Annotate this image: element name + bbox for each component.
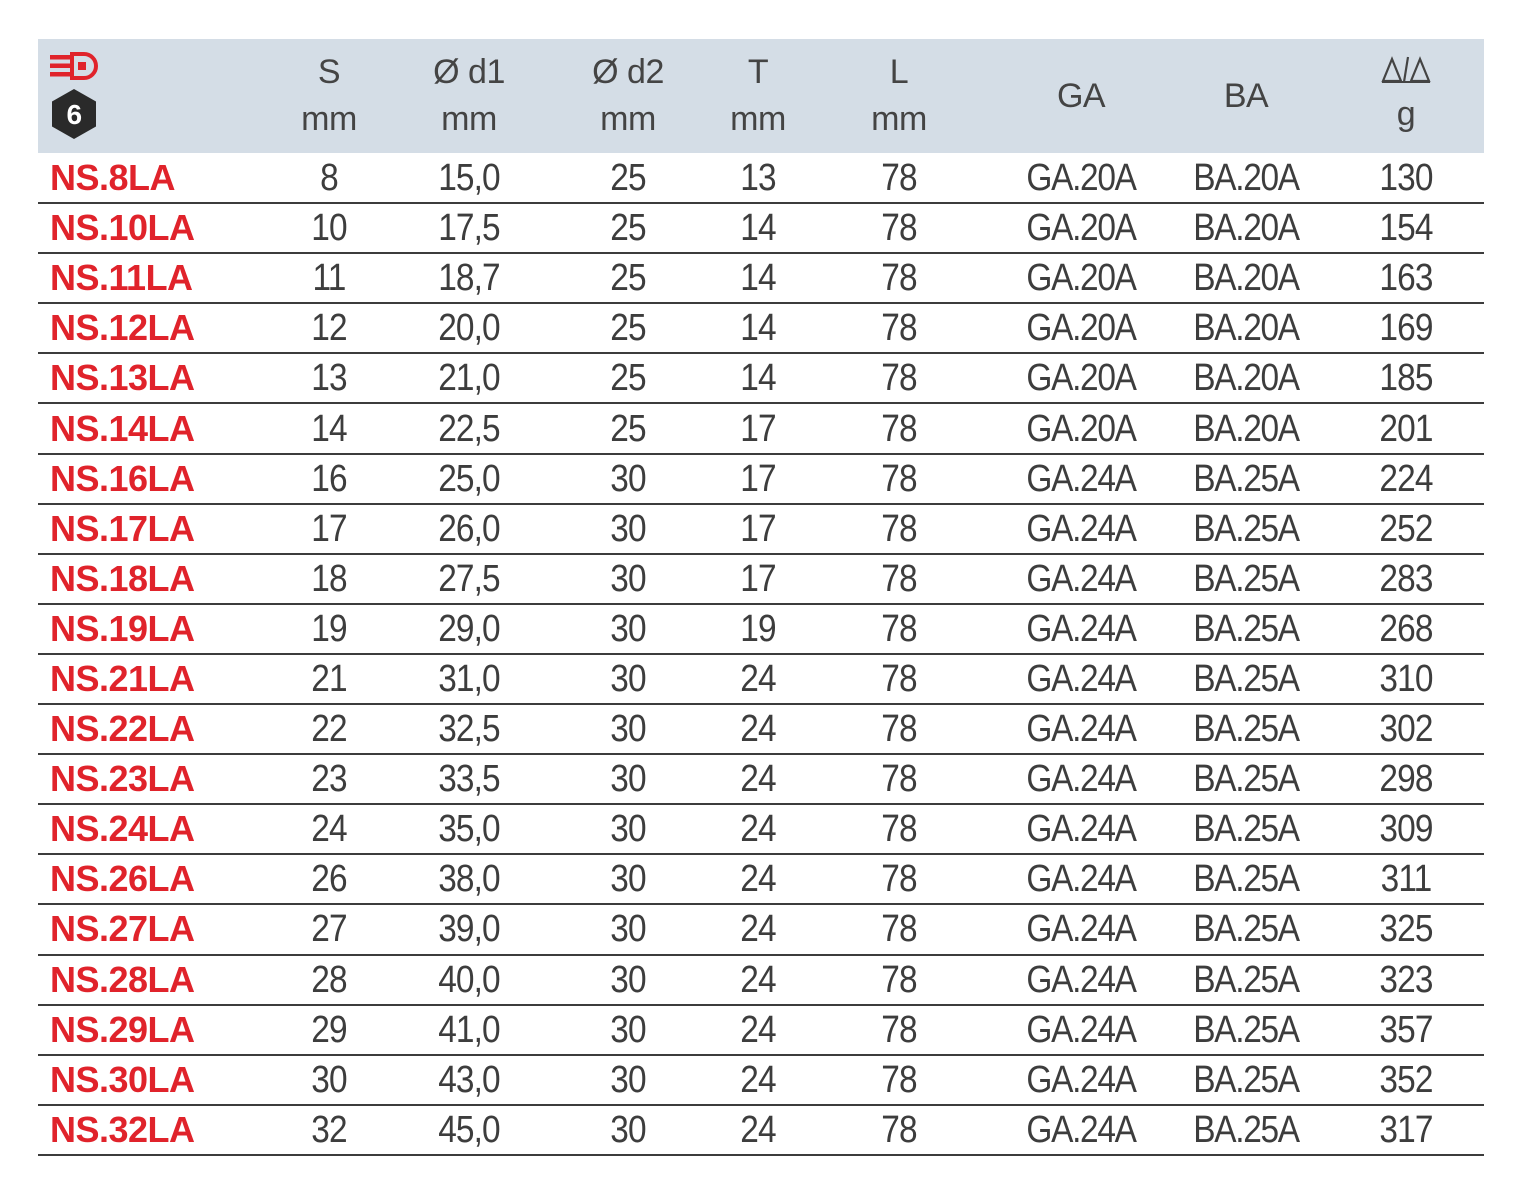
table-row (38, 654, 1484, 704)
cell-weight: 352 (1379, 1058, 1433, 1101)
cell-weight: 357 (1379, 1008, 1433, 1051)
cell-d2: 30 (610, 657, 646, 700)
table-header-row (38, 39, 1484, 153)
table-row (38, 854, 1484, 904)
table-body (38, 153, 1484, 1155)
cell-weight: 130 (1379, 156, 1433, 199)
cell-t: 24 (740, 758, 776, 801)
cell-d1: 26,0 (438, 507, 500, 550)
cell-d1: 32,5 (438, 708, 500, 751)
cell-ba: BA.25A (1193, 958, 1299, 1001)
header-l (800, 39, 998, 153)
cell-t: 17 (740, 407, 776, 450)
cell-d1: 25,0 (438, 457, 500, 500)
cell-t: 24 (740, 808, 776, 851)
cell-l: 78 (881, 156, 917, 199)
cell-t: 24 (740, 908, 776, 951)
table-row (38, 904, 1484, 954)
cell-l: 78 (881, 407, 917, 450)
cell-l: 78 (881, 557, 917, 600)
cell-d1: 38,0 (438, 858, 500, 901)
cell-d2: 30 (610, 958, 646, 1001)
cell-t: 24 (740, 1058, 776, 1101)
table-row (38, 303, 1484, 353)
cell-s: 10 (311, 207, 347, 250)
cell-weight: 268 (1379, 607, 1433, 650)
product-reference: NS.23LA (50, 758, 195, 800)
cell-d2: 25 (610, 257, 646, 300)
cell-t: 17 (740, 557, 776, 600)
cell-ga: GA.24A (1026, 607, 1136, 650)
cell-d1: 22,5 (438, 407, 500, 450)
cell-l: 78 (881, 307, 917, 350)
cell-ba: BA.20A (1193, 357, 1299, 400)
cell-d1: 15,0 (438, 156, 500, 199)
hex-badge-number: 6 (66, 99, 82, 130)
cell-s: 26 (311, 858, 347, 901)
cell-t: 14 (740, 207, 776, 250)
cell-ga: GA.24A (1026, 557, 1136, 600)
cell-s: 11 (312, 257, 346, 300)
cell-ba: BA.20A (1193, 307, 1299, 350)
header-d2 (540, 39, 716, 153)
cell-ba: BA.25A (1193, 1008, 1299, 1051)
cell-d2: 30 (610, 1058, 646, 1101)
table-row (38, 554, 1484, 604)
header-l-unit: mm (871, 100, 927, 138)
cell-s: 22 (311, 708, 347, 751)
cell-ba: BA.25A (1193, 507, 1299, 550)
table-row (38, 253, 1484, 303)
cell-ba: BA.20A (1193, 407, 1299, 450)
cell-weight: 185 (1379, 357, 1433, 400)
cell-t: 14 (740, 257, 776, 300)
cell-t: 24 (740, 657, 776, 700)
cell-s: 23 (311, 758, 347, 801)
table-row (38, 1105, 1484, 1155)
header-d1-unit: mm (441, 100, 497, 138)
header-t-unit: mm (730, 100, 786, 138)
cell-ga: GA.24A (1026, 1058, 1136, 1101)
cell-weight: 154 (1379, 207, 1433, 250)
cell-s: 18 (311, 557, 347, 600)
cell-d2: 30 (610, 808, 646, 851)
product-reference: NS.22LA (50, 708, 195, 750)
cell-d1: 45,0 (438, 1108, 500, 1151)
cell-d2: 30 (610, 1008, 646, 1051)
header-weight (1328, 39, 1484, 153)
cell-weight: 311 (1380, 858, 1432, 901)
header-d1 (398, 39, 540, 153)
table-row (38, 754, 1484, 804)
cell-d1: 31,0 (438, 657, 500, 700)
product-reference: NS.24LA (50, 808, 195, 850)
cell-l: 78 (881, 507, 917, 550)
cell-d1: 18,7 (438, 257, 500, 300)
cell-s: 28 (311, 958, 347, 1001)
cell-ba: BA.25A (1193, 858, 1299, 901)
cell-l: 78 (881, 758, 917, 801)
cell-ga: GA.20A (1026, 357, 1136, 400)
product-reference: NS.14LA (50, 407, 195, 449)
cell-s: 24 (311, 808, 347, 851)
cell-ba: BA.25A (1193, 657, 1299, 700)
hexagon-6-point-icon (50, 88, 98, 140)
product-reference: NS.32LA (50, 1108, 195, 1150)
cell-weight: 252 (1379, 507, 1433, 550)
cell-ba: BA.25A (1193, 1058, 1299, 1101)
table-row (38, 403, 1484, 453)
cell-weight: 298 (1379, 758, 1433, 801)
header-d1-label: Ø d1 (433, 53, 505, 91)
cell-s: 21 (311, 657, 347, 700)
cell-weight: 224 (1379, 457, 1433, 500)
product-reference: NS.26LA (50, 858, 195, 900)
product-reference: NS.21LA (50, 657, 195, 699)
cell-ba: BA.25A (1193, 607, 1299, 650)
cell-d2: 25 (610, 407, 646, 450)
cell-t: 24 (740, 958, 776, 1001)
cell-ba: BA.25A (1193, 758, 1299, 801)
cell-weight: 310 (1379, 657, 1433, 700)
cell-ga: GA.20A (1026, 156, 1136, 199)
cell-t: 17 (740, 507, 776, 550)
table-row (38, 353, 1484, 403)
header-t (716, 39, 800, 153)
cell-ba: BA.25A (1193, 808, 1299, 851)
table-row (38, 504, 1484, 554)
cell-ga: GA.24A (1026, 858, 1136, 901)
cell-s: 29 (311, 1008, 347, 1051)
cell-s: 16 (311, 457, 347, 500)
cell-s: 13 (311, 357, 347, 400)
product-reference: NS.18LA (50, 557, 195, 599)
cell-l: 78 (881, 908, 917, 951)
cell-d2: 30 (610, 758, 646, 801)
cell-t: 24 (740, 1008, 776, 1051)
cell-d2: 30 (610, 457, 646, 500)
cell-ga: GA.24A (1026, 457, 1136, 500)
cell-d2: 30 (610, 708, 646, 751)
cell-l: 78 (881, 1108, 917, 1151)
cell-ba: BA.25A (1193, 1108, 1299, 1151)
cell-l: 78 (881, 657, 917, 700)
header-d2-label: Ø d2 (592, 53, 664, 91)
cell-l: 78 (881, 457, 917, 500)
product-reference: NS.12LA (50, 307, 195, 349)
cell-l: 78 (881, 1058, 917, 1101)
cell-weight: 201 (1379, 407, 1433, 450)
table-row (38, 604, 1484, 654)
table-row (38, 804, 1484, 854)
cell-ba: BA.25A (1193, 557, 1299, 600)
cell-ga: GA.24A (1026, 958, 1136, 1001)
cell-d1: 33,5 (438, 758, 500, 801)
cell-l: 78 (881, 858, 917, 901)
cell-ga: GA.24A (1026, 1008, 1136, 1051)
cell-ga: GA.24A (1026, 808, 1136, 851)
product-reference: NS.28LA (50, 958, 195, 1000)
cell-ba: BA.25A (1193, 908, 1299, 951)
weight-scale-icon (1380, 55, 1432, 85)
cell-t: 19 (740, 607, 776, 650)
cell-d1: 39,0 (438, 908, 500, 951)
product-reference: NS.8LA (50, 156, 176, 198)
cell-ga: GA.24A (1026, 908, 1136, 951)
product-reference: NS.13LA (50, 357, 195, 399)
product-reference: NS.11LA (50, 257, 193, 299)
table-row (38, 704, 1484, 754)
header-s-unit: mm (301, 100, 357, 138)
cell-ga: GA.20A (1026, 307, 1136, 350)
cell-weight: 302 (1379, 708, 1433, 751)
cell-ba: BA.25A (1193, 457, 1299, 500)
socket-spec-table (38, 39, 1484, 1156)
cell-weight: 309 (1379, 808, 1433, 851)
cell-ba: BA.20A (1193, 257, 1299, 300)
table-row (38, 1005, 1484, 1055)
product-reference: NS.27LA (50, 908, 195, 950)
cell-d1: 21,0 (438, 357, 500, 400)
cell-l: 78 (881, 708, 917, 751)
cell-weight: 323 (1379, 958, 1433, 1001)
cell-s: 32 (311, 1108, 347, 1151)
cell-t: 14 (740, 357, 776, 400)
cell-d2: 30 (610, 858, 646, 901)
cell-d2: 30 (610, 507, 646, 550)
cell-s: 17 (311, 507, 347, 550)
header-s (260, 39, 398, 153)
cell-s: 19 (311, 607, 347, 650)
cell-ga: GA.24A (1026, 708, 1136, 751)
product-reference: NS.16LA (50, 457, 195, 499)
table-row (38, 203, 1484, 253)
cell-d1: 41,0 (438, 1008, 500, 1051)
cell-ga: GA.24A (1026, 758, 1136, 801)
cell-l: 78 (881, 257, 917, 300)
header-ba-label: BA (1223, 76, 1269, 115)
cell-d1: 40,0 (438, 958, 500, 1001)
cell-ga: GA.20A (1026, 407, 1136, 450)
table-row (38, 153, 1484, 203)
cell-t: 24 (740, 708, 776, 751)
header-s-label: S (317, 53, 341, 91)
cell-l: 78 (881, 607, 917, 650)
header-ga (998, 39, 1164, 153)
header-ga-label: GA (1056, 76, 1106, 115)
header-reference (38, 39, 260, 153)
cell-weight: 283 (1379, 557, 1433, 600)
cell-s: 8 (320, 156, 338, 199)
cell-l: 78 (881, 1008, 917, 1051)
cell-weight: 317 (1379, 1108, 1433, 1151)
cell-t: 13 (740, 156, 776, 199)
header-d2-unit: mm (600, 100, 656, 138)
cell-ba: BA.25A (1193, 708, 1299, 751)
cell-d1: 17,5 (438, 207, 500, 250)
cell-ga: GA.20A (1026, 257, 1136, 300)
socket-drive-icon (50, 52, 98, 80)
cell-d2: 30 (610, 607, 646, 650)
cell-l: 78 (881, 207, 917, 250)
cell-d1: 43,0 (438, 1058, 500, 1101)
cell-d1: 27,5 (438, 557, 500, 600)
cell-weight: 169 (1379, 307, 1433, 350)
cell-d2: 25 (610, 307, 646, 350)
cell-t: 24 (740, 858, 776, 901)
product-reference: NS.17LA (50, 507, 195, 549)
cell-ga: GA.24A (1026, 657, 1136, 700)
cell-d2: 30 (610, 557, 646, 600)
cell-d2: 30 (610, 908, 646, 951)
product-reference: NS.30LA (50, 1058, 195, 1100)
product-reference: NS.29LA (50, 1008, 195, 1050)
cell-ga: GA.24A (1026, 1108, 1136, 1151)
cell-s: 14 (311, 407, 347, 450)
header-l-label: L (889, 53, 909, 91)
table-row (38, 454, 1484, 504)
cell-ga: GA.24A (1026, 507, 1136, 550)
cell-l: 78 (881, 357, 917, 400)
cell-d2: 25 (610, 357, 646, 400)
header-weight-unit: g (1396, 94, 1416, 133)
cell-t: 14 (740, 307, 776, 350)
table-row (38, 955, 1484, 1005)
cell-s: 12 (311, 307, 347, 350)
cell-weight: 163 (1379, 257, 1433, 300)
cell-ba: BA.20A (1193, 156, 1299, 199)
cell-t: 24 (740, 1108, 776, 1151)
cell-t: 17 (740, 457, 776, 500)
cell-l: 78 (881, 958, 917, 1001)
cell-ba: BA.20A (1193, 207, 1299, 250)
product-reference: NS.10LA (50, 207, 195, 249)
header-ba (1164, 39, 1328, 153)
cell-d1: 29,0 (438, 607, 500, 650)
cell-weight: 325 (1379, 908, 1433, 951)
table-row (38, 1055, 1484, 1105)
cell-ga: GA.20A (1026, 207, 1136, 250)
cell-d1: 35,0 (438, 808, 500, 851)
cell-d2: 25 (610, 207, 646, 250)
cell-s: 30 (311, 1058, 347, 1101)
cell-l: 78 (881, 808, 917, 851)
product-reference: NS.19LA (50, 607, 195, 649)
header-t-label: T (747, 53, 769, 91)
cell-d2: 25 (610, 156, 646, 199)
cell-d2: 30 (610, 1108, 646, 1151)
cell-s: 27 (311, 908, 347, 951)
cell-d1: 20,0 (438, 307, 500, 350)
